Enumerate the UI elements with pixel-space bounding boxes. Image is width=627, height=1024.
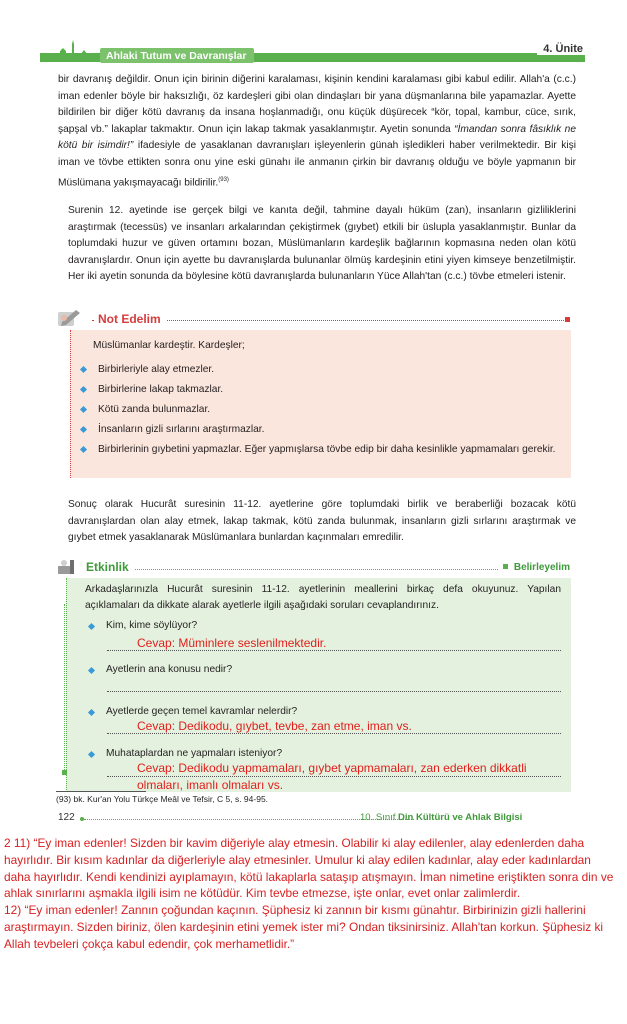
answer-text: Cevap: Müminlere seslenilmektedir. [137,636,327,650]
bullet-icon [80,426,87,433]
answer-text: Cevap: Dedikodu yapmamaları, gıybet yapmamaları, zan ederken dikkatli olmaları, imanlı olmaları vs. [137,761,527,792]
note-title: Not Edelim [94,312,167,326]
question-text: Ayetlerde geçen temel kavramlar nelerdir? [106,706,298,717]
activity-subtitle-square [503,564,508,569]
list-item [81,402,561,417]
list-item-text: Birbirlerinin gıybetini yapmazlar. Eğer yapmışlarsa tövbe edip bir daha kesinlikle yapmamaları gerekir. [98,444,556,455]
footnote: (93) bk. Kur'an Yolu Türkçe Meâl ve Tefsir, C 5, s. 94-95. [56,794,269,804]
answer-line[interactable] [107,776,561,777]
verse-note: 2 11) “Ey iman edenler! Sizden bir kavim diğeriyle alay etmesin. Olabilir ki alay edilenler, alay edenlerden daha hayırlıdır. Bir kısım kadınlar da diğerleriyle alay etmesinler. Umulur ki alay edilen kadınlar, alay eder kadınlardan daha hayırlıdır. Kendi kendinizi ayıplamayın, kötü lakaplarla sataşıp atışmayın. İman nimetine eriştikten sonra din ve ahlak sınırlarını aşmakla ilgili isim ne kötüdür. Kim tevbe etmezse, işte onlar, evet onlar zalimlerdir. [4,836,614,901]
answer-text: Cevap: Dedikodu, gıybet, tevbe, zan etme, iman vs. [137,719,412,733]
activity-box [66,578,571,792]
question-item [89,706,561,717]
answer-line[interactable] [107,691,561,692]
pencil-note-icon [56,308,82,330]
question-item [89,620,561,631]
verse-note: 12) “Ey iman edenler! Zannın çoğundan kaçının. Şüphesiz ki zannın bir kısmı günahtır. Birbirinizin gizli hallerini araştırmayın. Sizden biriniz, ölen kardeşinin etini yemek ister mi? Ondan tiksinirsiniz. Allah'tan korkun. Şüphesiz ki Allah tevbeleri çokça kabul edendir, çok merhametlidir.” [4,903,604,951]
question-item [89,664,561,675]
paragraph-three [58,497,576,547]
list-item [81,422,561,437]
list-item-text: Birbirlerine lakap takmazlar. [98,384,224,395]
paragraph-two-text: Surenin 12. ayetinde ise gerçek bilgi ve kanıta değil, tahmine dayalı hüküm (zan), insanların gizliliklerini araştırmak (tecessüs) ve insanları arkalarından çekiştirmek (gıybet) etkili bir üslupla yasaklanmıştır. Bunlar da toplumdaki huzur ve güven ortamını bozan, Müslümanların kardeşlik bağlarının kopmasına neden olan kötü davranışlardır. Onun için ayette bu davranışlarda bulunanlar ölmüş kardeşinin etini yiyen kimseye benzetilmiştir. Her iki ayetin sonunda da böylesine kötü davranışlarda bulunanların Yüce Allah'tan (c.c.) tövbe etmeleri istenir. [68,205,576,283]
paragraph-three-text: Sonuç olarak Hucurât suresinin 11-12. ayetlerine göre toplumdaki birlik ve beraberliği bozacak kötü davranışlardan olan alay etmek, lakap takmak, kötü zanda bulunmak, insanların gizli sırlarını araştırmak ve gıybet etmek yasaklanarak Müslümanlara bunlardan kaçınmaları emredilir. [68,499,576,544]
intro-quote: “İmandan sonra fâsıklık ne kötü bir isimdir!” [58,123,577,152]
bullet-icon [80,366,87,373]
note-box [70,330,571,478]
book-prefix: 10. Sınıf [360,812,399,823]
page-number: 122 [58,812,75,823]
unit-number: 4. Ünite [537,43,585,55]
list-item-text: İnsanların gizli sırlarını araştırmazlar. [98,424,265,435]
list-item [81,442,561,457]
activity-tools-icon [56,558,78,576]
intro-text-2: ifadesiyle de yasaklanan davranışları işleyenlerin günah işledikleri haber verilmektedir. Bir kişi iman ve tövbe ettikten sonra onu yine eski günahı ile anmanın çirkin bir davranış olduğu ve böyle yapmanın bir Müslümana yakışmayacağı bildirilir. [58,140,576,188]
activity-header-line [92,569,500,570]
footnote-divider [56,791,146,792]
question-item [89,748,561,759]
book-title [360,812,522,823]
bullet-icon [80,446,87,453]
activity-intro: Arkadaşlarınızla Hucurât suresinin 11-12. ayetlerinin meallerini birkaç defa okuyunuz. Yapılan açıklamaları da dikkate alarak ayetlerle ilgili aşağıdaki soruları cevaplandırınız. [85,584,561,611]
activity-subtitle [499,562,570,573]
list-item-text: Birbirleriyle alay etmezler. [98,364,215,375]
list-item [81,382,561,397]
footnote-ref: (93) [218,176,229,183]
unit-title: Ahlaki Tutum ve Davranışlar [100,48,254,63]
bullet-icon [80,406,87,413]
question-text: Ayetlerin ana konusu nedir? [106,664,233,675]
bullet-icon [80,386,87,393]
list-item-text: Kötü zanda bulunmazlar. [98,404,211,415]
activity-corner-square [62,770,67,775]
activity-subtitle-text: Belirleyelim [513,562,570,573]
note-list [81,362,561,462]
intro-text: bir davranış değildir. Onun için birinin diğerini karalaması, kişinin kendini karalaması gibi kabul edilir. Allah'a (c.c.) iman edenler böyle bir haksızlığı, öz kardeşleri gibi olan dindaşları bir yana düşmanlarına bile yapamazlar. Ayette bildirilen bir diğer kötü davranış da insana hoşlanmadığı, onu küçük düşürecek “kör, topal, kambur, cüce, sırık, şapşal vb.” lakaplar takmaktır. Onun için lakap takmak yasaklanmıştır. Ayetin sonunda [58,74,576,135]
answer-line[interactable] [107,733,561,734]
page-header [40,40,585,66]
answer-line[interactable] [107,650,561,651]
activity-title: Etkinlik [82,560,135,574]
question-text: Kim, kime söylüyor? [106,620,198,631]
added-verse-notes [4,835,620,953]
activity-side-line [64,604,65,774]
note-header-square [565,317,570,322]
list-item [81,362,561,377]
question-text: Muhataplardan ne yapmaları isteniyor? [106,748,283,759]
note-intro: Müslümanlar kardeştir. Kardeşler; [93,340,245,351]
intro-paragraph [58,72,576,192]
paragraph-two [58,203,576,286]
book-title-bold: Din Kültürü ve Ahlak Bilgisi [398,812,523,823]
